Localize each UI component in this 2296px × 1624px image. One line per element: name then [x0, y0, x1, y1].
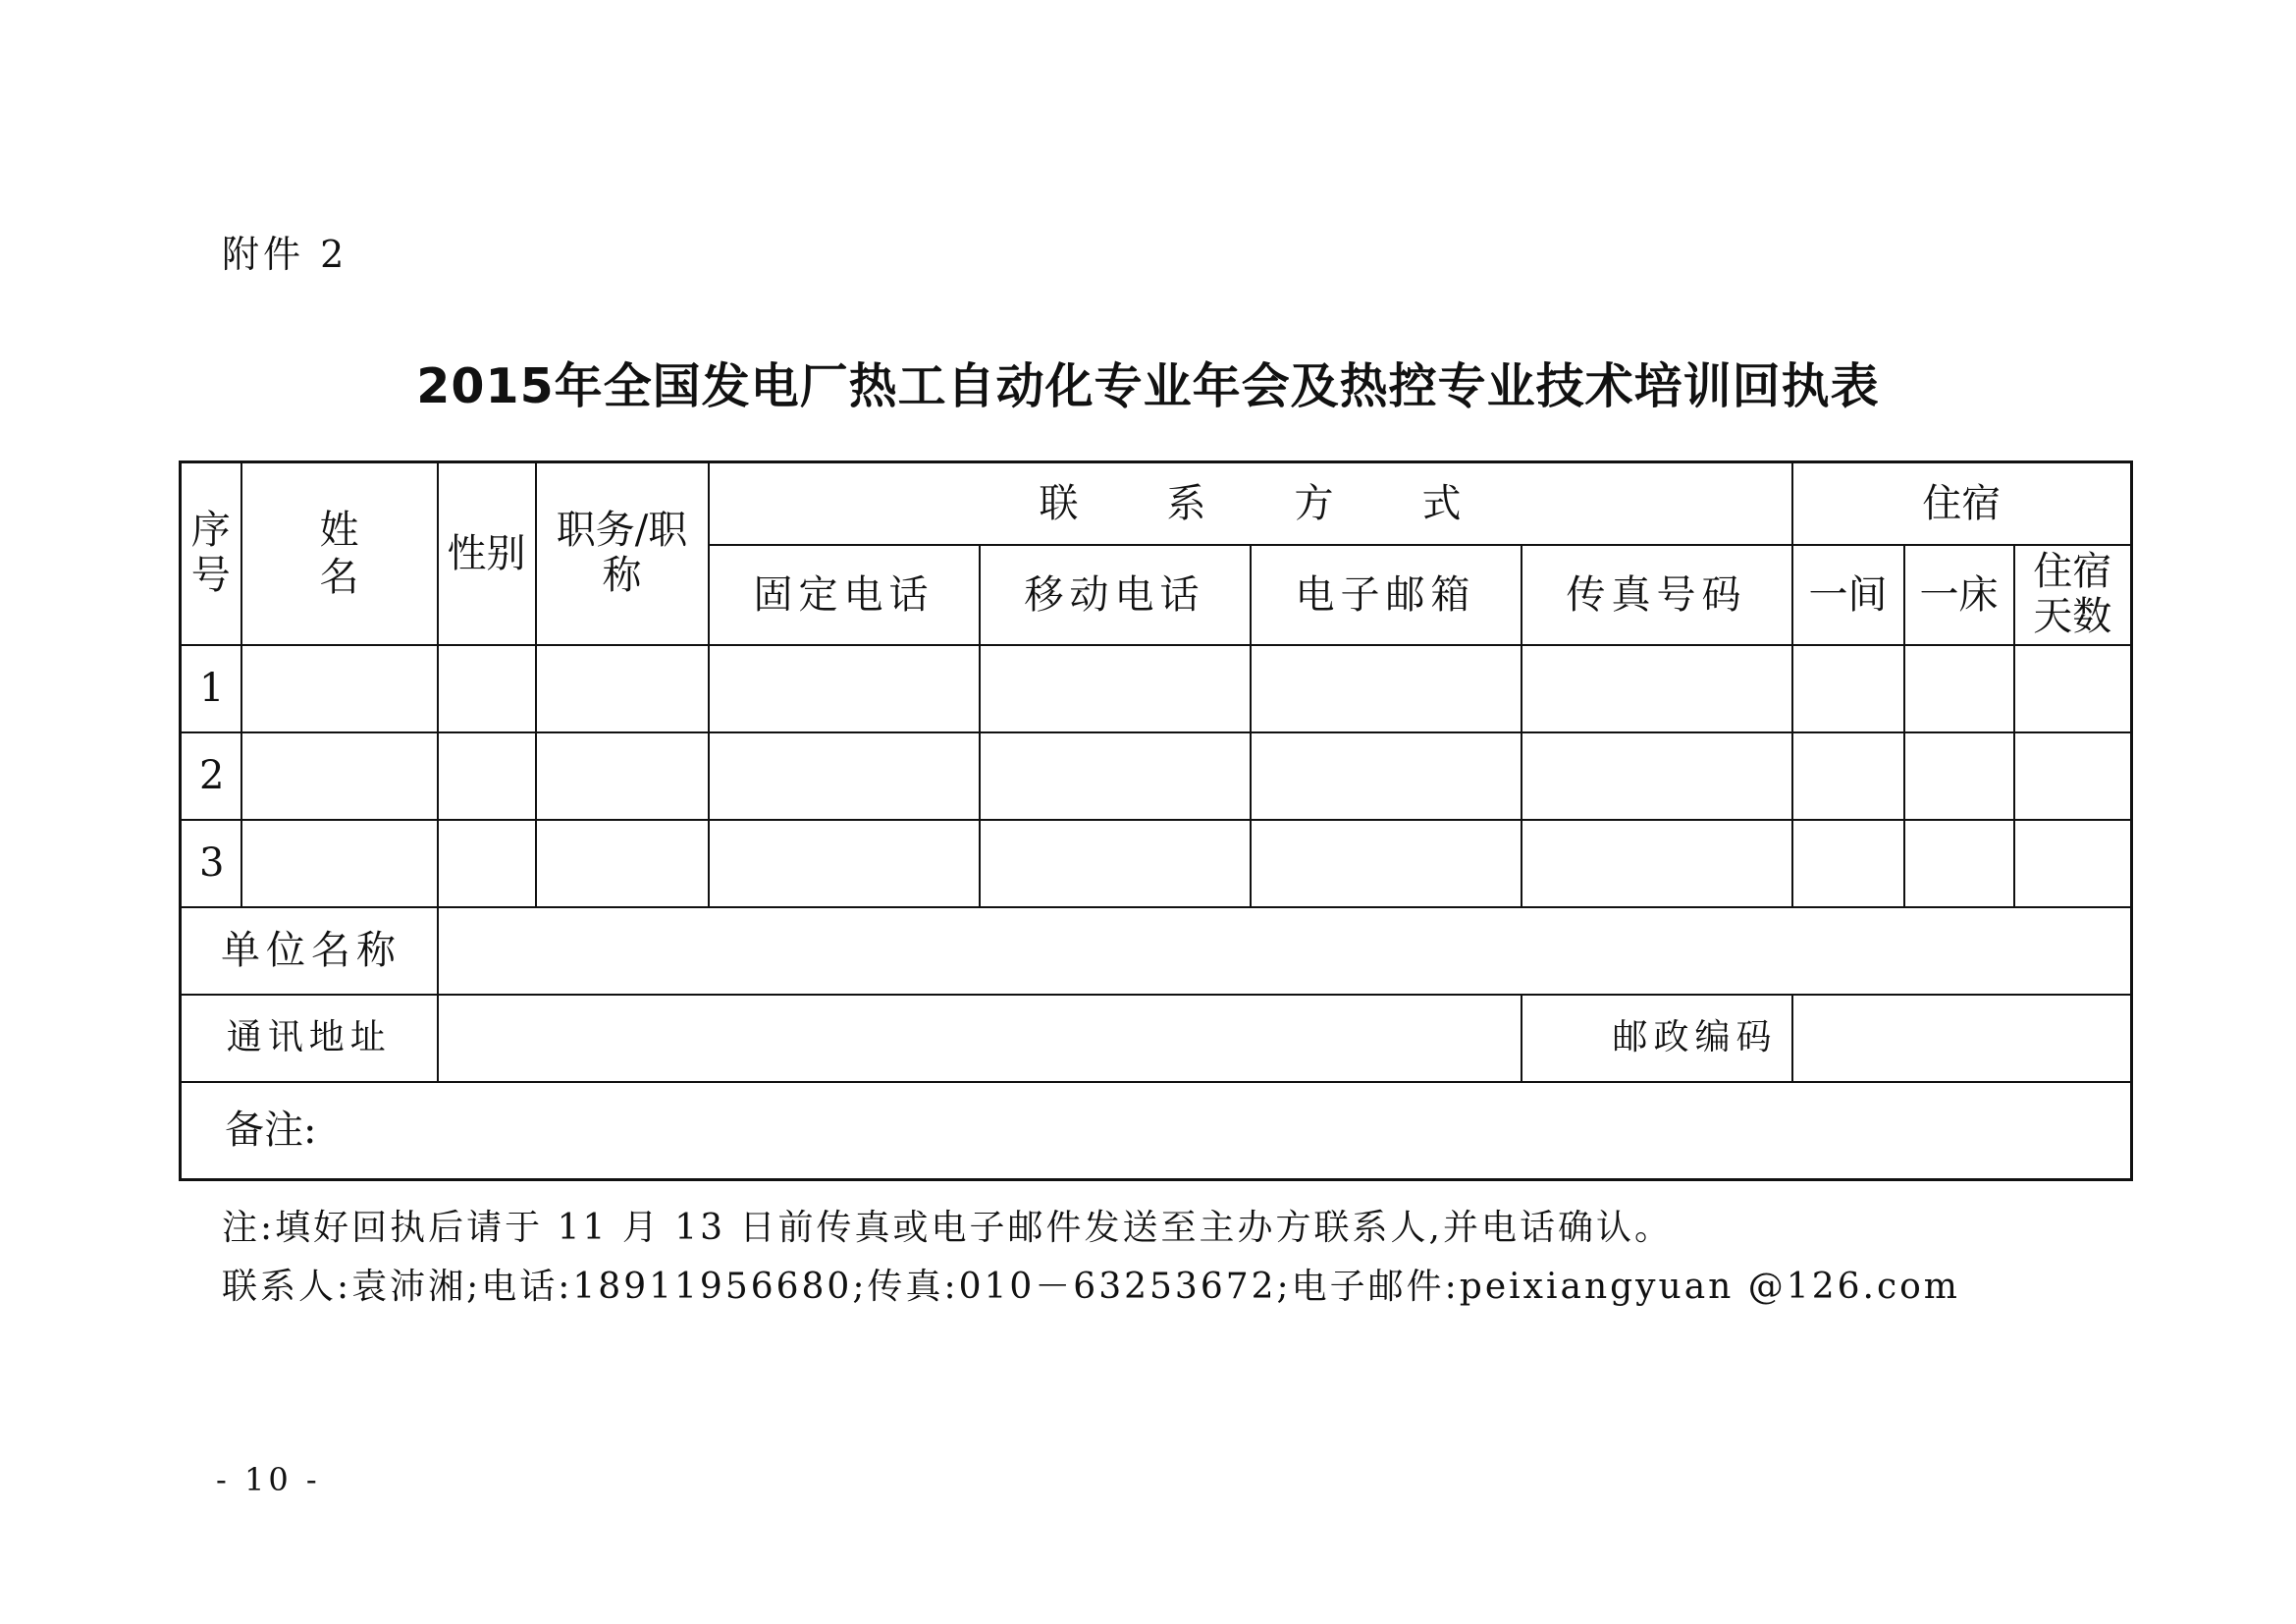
fax-cell[interactable] — [1522, 732, 1792, 820]
postcode-field[interactable] — [1792, 995, 2132, 1082]
unit-name-field[interactable] — [438, 907, 2132, 995]
position-cell[interactable] — [536, 645, 709, 732]
table-row — [181, 645, 2132, 732]
bed-cell[interactable] — [1904, 645, 2014, 732]
landline-cell[interactable] — [709, 645, 980, 732]
header-gender: 性别 — [438, 462, 536, 645]
email-cell[interactable] — [1251, 820, 1522, 907]
room-cell[interactable] — [1792, 645, 1904, 732]
header-contact-group: 联系方式 — [709, 462, 1792, 545]
postcode-label: 邮政编码 — [1522, 995, 1792, 1082]
days-cell[interactable] — [2014, 645, 2132, 732]
header-seq: 序 号 — [181, 462, 241, 645]
row-number: 2 — [181, 732, 241, 820]
mobile-cell[interactable] — [980, 732, 1251, 820]
remark-cell[interactable] — [181, 1082, 2132, 1180]
header-lodging-group: 住宿 — [1792, 462, 2132, 545]
gender-cell[interactable] — [438, 645, 536, 732]
room-cell[interactable] — [1792, 820, 1904, 907]
position-cell[interactable] — [536, 732, 709, 820]
address-label: 通讯地址 — [181, 995, 438, 1082]
position-cell[interactable] — [536, 820, 709, 907]
table-row — [181, 820, 2132, 907]
row-number: 1 — [181, 645, 241, 732]
header-mobile: 移动电话 — [980, 545, 1251, 645]
days-cell[interactable] — [2014, 820, 2132, 907]
gender-cell[interactable] — [438, 820, 536, 907]
email-cell[interactable] — [1251, 732, 1522, 820]
header-email: 电子邮箱 — [1251, 545, 1522, 645]
email-cell[interactable] — [1251, 645, 1522, 732]
receipt-form-table — [179, 460, 2133, 1181]
gender-cell[interactable] — [438, 732, 536, 820]
footnote-contact: 联系人:袁沛湘;电话:18911956680;传真:010－63253672;电子邮件:peixiangyuan @126.com — [222, 1267, 1960, 1307]
page-number: - 10 - — [216, 1461, 321, 1498]
header-name: 姓名 — [241, 462, 438, 645]
header-room: 一间 — [1792, 545, 1904, 645]
form-title: 2015年全国发电厂热工自动化专业年会及热控专业技术培训回执表 — [416, 358, 1880, 414]
row-number: 3 — [181, 820, 241, 907]
header-days: 住宿 天数 — [2014, 545, 2132, 645]
mobile-cell[interactable] — [980, 645, 1251, 732]
landline-cell[interactable] — [709, 732, 980, 820]
name-cell[interactable] — [241, 645, 438, 732]
address-field[interactable] — [438, 995, 1522, 1082]
header-bed: 一床 — [1904, 545, 2014, 645]
landline-cell[interactable] — [709, 820, 980, 907]
table-row — [181, 732, 2132, 820]
header-landline: 固定电话 — [709, 545, 980, 645]
days-cell[interactable] — [2014, 732, 2132, 820]
name-cell[interactable] — [241, 820, 438, 907]
name-cell[interactable] — [241, 732, 438, 820]
mobile-cell[interactable] — [980, 820, 1251, 907]
bed-cell[interactable] — [1904, 732, 2014, 820]
bed-cell[interactable] — [1904, 820, 2014, 907]
remark-label: 备注: — [225, 1108, 317, 1154]
header-fax: 传真号码 — [1522, 545, 1792, 645]
room-cell[interactable] — [1792, 732, 1904, 820]
fax-cell[interactable] — [1522, 645, 1792, 732]
attachment-label: 附件 2 — [222, 233, 348, 276]
header-position: 职务/职 称 — [536, 462, 709, 645]
footnote-instructions: 注:填好回执后请于 11 月 13 日前传真或电子邮件发送至主办方联系人,并电话确认。 — [222, 1208, 1673, 1248]
unit-name-label: 单位名称 — [181, 907, 438, 995]
fax-cell[interactable] — [1522, 820, 1792, 907]
